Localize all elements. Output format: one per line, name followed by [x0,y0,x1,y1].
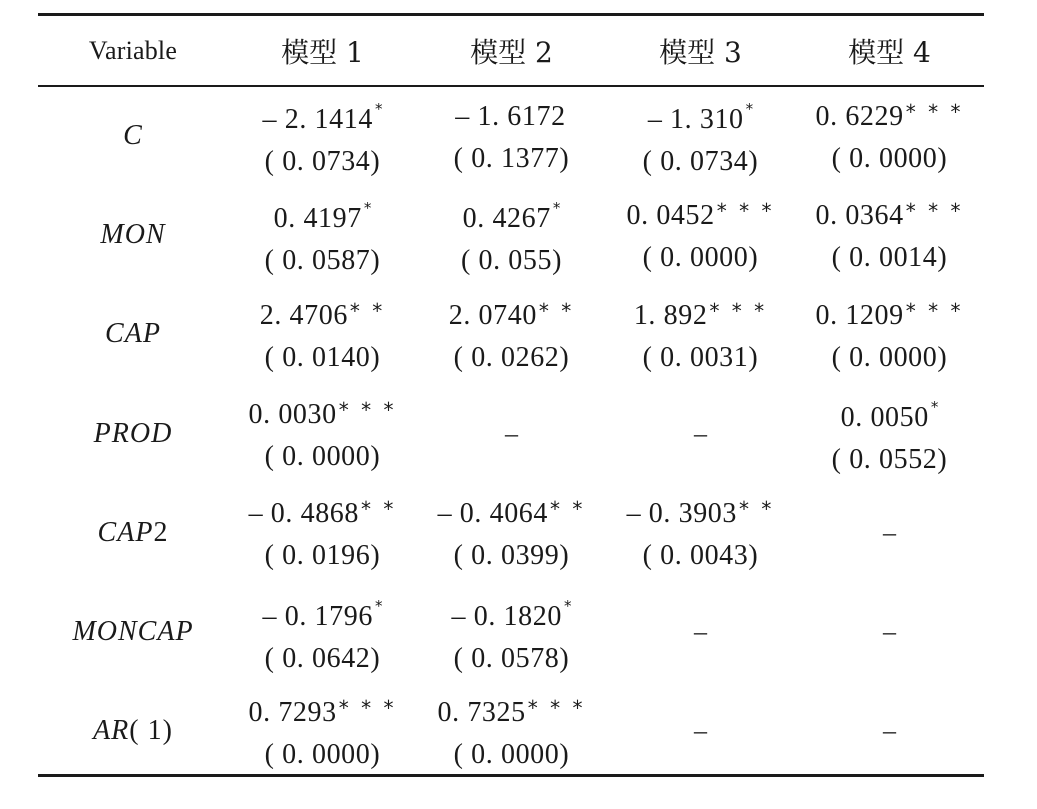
significance-stars: * [552,199,561,218]
empty-cell [606,582,795,681]
coefficient: – 0. 1820 [451,600,562,632]
model-4-header: 模型 4 [848,36,931,69]
regression-table [38,16,984,781]
significance-stars: * * [361,497,397,522]
estimate-cell [228,582,417,681]
standard-error: ( 0. 0587) [264,245,381,277]
significance-stars: * * [349,298,386,323]
dash-placeholder: – [883,517,896,547]
estimate-cell [606,483,795,582]
variable-name: MONCAP [72,616,194,648]
dash-placeholder: – [694,418,707,448]
empty-cell [606,682,795,781]
header-row [38,16,984,86]
estimate-cell [417,682,606,781]
coefficient: 0. 7293 [248,696,337,728]
dash-placeholder: – [694,617,707,647]
estimate-cell [228,86,417,185]
standard-error: ( 0. 0262) [453,341,570,373]
estimate-cell [606,185,795,284]
standard-error: ( 0. 0734) [642,146,759,178]
coefficient: 0. 4197 [273,203,362,235]
significance-stars: * * * [905,199,964,224]
coefficient: – 0. 1796 [262,600,373,632]
significance-stars: * * * [338,398,397,423]
coefficient: – 0. 4868 [248,498,360,530]
coefficient: – 1. 310 [647,104,744,136]
standard-error: ( 0. 0196) [264,540,381,572]
standard-error: ( 0. 1377) [453,143,570,175]
coefficient: 0. 7325 [437,696,526,728]
dash-placeholder: – [694,716,707,746]
estimate-cell [417,285,606,384]
table-row [38,285,984,384]
estimate-cell [795,384,984,483]
significance-stars: * * * [527,695,586,720]
significance-stars: * * * [338,695,397,720]
estimate-cell [606,86,795,185]
variable-name-italic: CAP [97,516,154,548]
estimate-cell [417,483,606,582]
model-1-header: 模型 1 [281,36,364,69]
standard-error: ( 0. 0642) [264,642,381,674]
table-row [38,185,984,284]
significance-stars: * * * [905,298,964,323]
significance-stars: * * [739,497,775,522]
standard-error: ( 0. 0000) [264,441,381,473]
coefficient: 0. 1209 [815,299,904,331]
table-row [38,483,984,582]
significance-stars: * * * [905,100,964,125]
variable-name-suffix: ( 1) [129,715,173,747]
estimate-cell [795,185,984,284]
variable-name [38,483,228,582]
estimate-cell [228,384,417,483]
significance-stars: * * [538,298,575,323]
table-row [38,582,984,681]
empty-cell [795,483,984,582]
variable-name: MON [100,218,166,250]
estimate-cell [417,86,606,185]
coefficient: 2. 0740 [448,299,537,331]
estimate-cell [228,285,417,384]
estimate-cell [228,185,417,284]
significance-stars: * [374,100,383,119]
variable-name [38,682,228,781]
table-row [38,682,984,781]
dash-placeholder: – [883,716,896,746]
estimate-cell [795,86,984,185]
empty-cell [795,682,984,781]
standard-error: ( 0. 0578) [453,642,570,674]
significance-stars: * [563,596,572,615]
standard-error: ( 0. 0552) [831,444,948,476]
coefficient: – 1. 6172 [455,101,566,133]
significance-stars: * * * [709,298,768,323]
coefficient: – 2. 1414 [262,104,373,136]
model-3-header: 模型 3 [659,36,742,69]
variable-name-suffix: 2 [153,516,169,548]
standard-error: ( 0. 0000) [831,341,948,373]
significance-stars: * * [550,497,586,522]
dash-placeholder: – [505,418,518,448]
significance-stars: * * * [716,199,775,224]
coefficient: – 0. 3903 [626,498,738,530]
significance-stars: * [930,398,939,417]
empty-cell [417,384,606,483]
standard-error: ( 0. 0031) [642,341,759,373]
variable-name: C [123,119,143,151]
significance-stars: * [363,199,372,218]
dash-placeholder: – [883,617,896,647]
estimate-cell [228,682,417,781]
coefficient: 0. 4267 [462,203,551,235]
variable-name: CAP [105,318,161,350]
significance-stars: * [745,100,754,119]
coefficient: 0. 0050 [840,402,929,434]
standard-error: ( 0. 0734) [264,146,381,178]
empty-cell [606,384,795,483]
coefficient: 0. 6229 [815,101,904,133]
standard-error: ( 0. 0140) [264,341,381,373]
variable-name: PROD [93,417,173,449]
standard-error: ( 0. 0000) [831,143,948,175]
variable-column-header: Variable [88,36,178,65]
variable-name-italic: AR [93,715,130,747]
coefficient: 0. 0364 [815,200,904,232]
estimate-cell [606,285,795,384]
standard-error: ( 0. 0014) [831,242,948,274]
coefficient: 2. 4706 [259,299,348,331]
coefficient: 0. 0030 [248,399,337,431]
standard-error: ( 0. 055) [460,245,563,277]
coefficient: – 0. 4064 [437,498,549,530]
standard-error: ( 0. 0399) [453,540,570,572]
estimate-cell [228,483,417,582]
model-2-header: 模型 2 [470,36,553,69]
standard-error: ( 0. 0000) [642,242,759,274]
coefficient: 1. 892 [633,299,708,331]
significance-stars: * [374,596,383,615]
estimate-cell [417,185,606,284]
estimate-cell [795,285,984,384]
standard-error: ( 0. 0000) [453,738,570,770]
estimate-cell [417,582,606,681]
table-row [38,384,984,483]
empty-cell [795,582,984,681]
standard-error: ( 0. 0043) [642,540,759,572]
table-row [38,86,984,185]
coefficient: 0. 0452 [626,200,715,232]
standard-error: ( 0. 0000) [264,738,381,770]
